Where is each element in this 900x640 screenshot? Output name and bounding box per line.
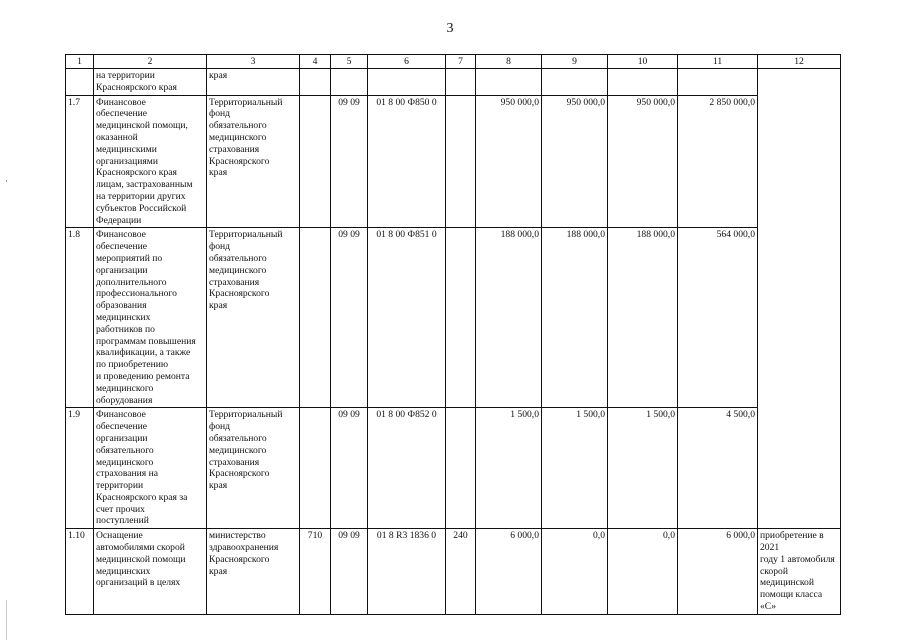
vr-code xyxy=(446,95,476,228)
row-number: 1.7 xyxy=(66,95,94,228)
amount-year-1: 950 000,0 xyxy=(476,95,542,228)
result-merged-cell xyxy=(758,69,841,529)
continuation-name: на территории Красноярского края xyxy=(94,69,207,96)
amount-year-3: 1 500,0 xyxy=(608,408,678,529)
amount-total: 6 000,0 xyxy=(678,529,758,615)
executor: Территориальный фонд обязательного медицинского страхования Красноярского края xyxy=(207,228,300,408)
rzpr-code: 09 09 xyxy=(331,95,368,228)
amount-total: 4 500,0 xyxy=(678,408,758,529)
row-number: 1.9 xyxy=(66,408,94,529)
executor: Территориальный фонд обязательного медицинского страхования Красноярского края xyxy=(207,95,300,228)
amount-year-2: 1 500,0 xyxy=(542,408,608,529)
header-col-8: 8 xyxy=(476,55,542,69)
rzpr-code: 09 09 xyxy=(331,408,368,529)
amount-total: 2 850 000,0 xyxy=(678,95,758,228)
amount-year-3: 188 000,0 xyxy=(608,228,678,408)
amount-year-2: 188 000,0 xyxy=(542,228,608,408)
row-number: 1.10 xyxy=(66,529,94,615)
table-row xyxy=(66,95,841,228)
csr-code: 01 8 R3 1836 0 xyxy=(368,529,446,615)
header-col-10: 10 xyxy=(608,55,678,69)
amount-total: 564 000,0 xyxy=(678,228,758,408)
amount-year-2: 0,0 xyxy=(542,529,608,615)
header-col-7: 7 xyxy=(446,55,476,69)
activity-name: Финансовое обеспечение медицинской помощи, оказанной медицинскими организациями Красноярского края лицам, застрахованным на территории других субъектов Российской Федерации xyxy=(94,95,207,228)
csr-code: 01 8 00 Ф852 0 xyxy=(368,408,446,529)
amount-year-3: 950 000,0 xyxy=(608,95,678,228)
header-col-5: 5 xyxy=(331,55,368,69)
scan-edge xyxy=(6,600,7,640)
amount-year-2: 950 000,0 xyxy=(542,95,608,228)
header-col-3: 3 xyxy=(207,55,300,69)
executor: Территориальный фонд обязательного медицинского страхования Красноярского края xyxy=(207,408,300,529)
activity-name: Оснащение автомобилями скорой медицинской помощи медицинских организаций в целях xyxy=(94,529,207,615)
header-col-6: 6 xyxy=(368,55,446,69)
header-col-11: 11 xyxy=(678,55,758,69)
expected-result: приобретение в 2021 году 1 автомобиля скорой медицинской помощи класса «С» xyxy=(758,529,841,615)
header-col-4: 4 xyxy=(300,55,331,69)
scan-mark xyxy=(6,180,7,182)
executor: министерство здравоохранения Красноярского края xyxy=(207,529,300,615)
continuation-row xyxy=(66,69,841,96)
csr-code: 01 8 00 Ф850 0 xyxy=(368,95,446,228)
header-col-1: 1 xyxy=(66,55,94,69)
grbs-code xyxy=(300,228,331,408)
grbs-code: 710 xyxy=(300,529,331,615)
continuation-executor: края xyxy=(207,69,300,96)
vr-code xyxy=(446,408,476,529)
activity-name: Финансовое обеспечение мероприятий по организации дополнительного профессионального образования медицинских работников по программам повышения квалификации, а также по приобретению и проведению ремонта медицинского оборудования xyxy=(94,228,207,408)
amount-year-1: 6 000,0 xyxy=(476,529,542,615)
program-activities-table xyxy=(65,54,841,615)
header-col-9: 9 xyxy=(542,55,608,69)
table-row xyxy=(66,408,841,529)
table-row xyxy=(66,228,841,408)
activity-name: Финансовое обеспечение организации обязательного медицинского страхования на территории Красноярского края за счет прочих поступлений xyxy=(94,408,207,529)
rzpr-code: 09 09 xyxy=(331,529,368,615)
amount-year-1: 188 000,0 xyxy=(476,228,542,408)
vr-code: 240 xyxy=(446,529,476,615)
grbs-code xyxy=(300,408,331,529)
page-number: 3 xyxy=(446,21,454,36)
amount-year-3: 0,0 xyxy=(608,529,678,615)
table-row xyxy=(66,529,841,615)
rzpr-code: 09 09 xyxy=(331,228,368,408)
amount-year-1: 1 500,0 xyxy=(476,408,542,529)
csr-code: 01 8 00 Ф851 0 xyxy=(368,228,446,408)
row-number: 1.8 xyxy=(66,228,94,408)
header-col-2: 2 xyxy=(94,55,207,69)
header-row xyxy=(66,55,841,69)
header-col-12: 12 xyxy=(758,55,841,69)
grbs-code xyxy=(300,95,331,228)
vr-code xyxy=(446,228,476,408)
